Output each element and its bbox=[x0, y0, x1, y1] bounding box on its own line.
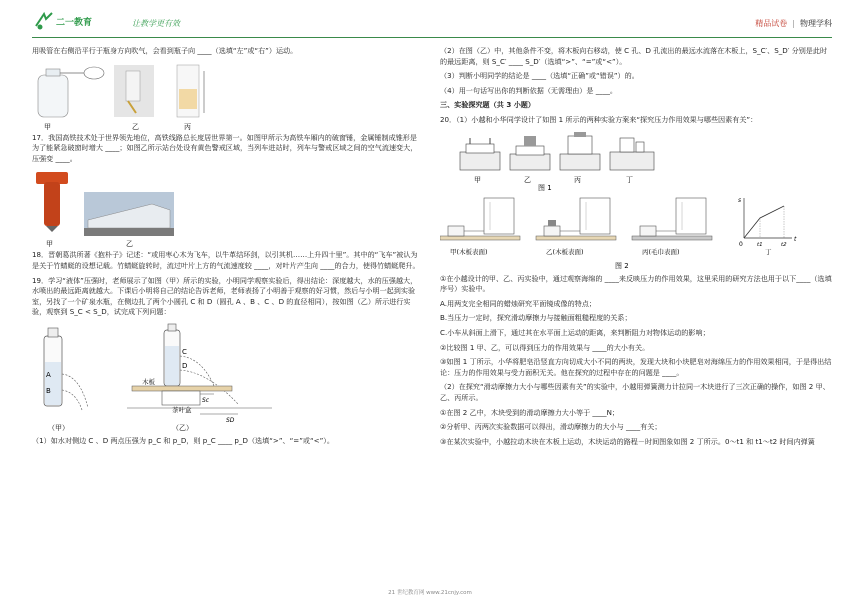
cap-yi: （乙） bbox=[172, 423, 193, 432]
q19-figures bbox=[32, 322, 420, 436]
q16-tail: 用吸管在右侧沿平行于瓶身方向吹气，会看到瓶子向 ____（选填“左”或“右”）运动。 bbox=[32, 46, 298, 55]
q19-3-text: （3）判断小明同学的结论是 ____（选填“正确”或“错误”）的。 bbox=[440, 71, 639, 81]
sd-label: SD bbox=[226, 416, 235, 424]
figure-1-svg bbox=[440, 130, 832, 192]
q20-c: ③如图 1 丁所示，小华将肥皂沿竖直方向切成大小不同的两块，发现大块和小块肥皂对海绵压力的作用效果相同，于是得出结论：压力的作用效果与受力面积无关。他在探究的过程中存在的问题是 ____。 bbox=[440, 357, 832, 377]
q19-2-text: （2）在图（乙）中，其他条件不变，将木板向右移动，使 C 孔、D 孔流出的最远水流落在木板上，S_C′、S_D′ 分别是此时的最远距离，则 S_C′ ____ S_D′（选填“>”、“=”或“<”）。 bbox=[440, 46, 828, 66]
q20-option-a: A.用两支完全相同的蜡烛研究平面镜成像的特点； bbox=[440, 298, 596, 308]
bottle-yi bbox=[127, 324, 272, 424]
logo-text: 二一教育 bbox=[56, 18, 92, 28]
header-divider bbox=[32, 37, 832, 38]
fig-label-jia: 甲 bbox=[44, 122, 51, 131]
q19-1-text: （1）如水对侧边 C 、D 两点压强为 p_C 和 p_D，则 p_C ____ p_D（选填“>”、“=”或“<”）。 bbox=[32, 435, 334, 445]
tea-box bbox=[162, 391, 200, 405]
fig1-label-jia: 甲 bbox=[474, 175, 481, 184]
q20-2c: ③在某次实验中，小越拉动木块在木板上运动，木块运动的路程－时间图象如图 2 丁所示。0～t1 和 t1～t2 时间内弹簧 bbox=[440, 436, 815, 446]
fig1-bing bbox=[560, 132, 600, 170]
fig1-label-yi: 乙 bbox=[524, 175, 531, 184]
sc-label: Sc bbox=[202, 396, 210, 404]
q18-text: 18．晋朝葛洪所著《抱朴子》记述：“或用枣心木为飞车，以牛革结环剑，以引其机……上升四十里”。其中的“飞车”被认为是关于竹蜻蜓的设想记载。竹蜻蜓旋转时，流过叶片上方的气流速度较 ____，对叶片产生向 ____的合力，使得竹蜻蜓爬升。 bbox=[32, 250, 420, 270]
q16-figure-svg bbox=[32, 61, 232, 133]
fig1-label-ding: 丁 bbox=[626, 175, 633, 184]
figure-2 bbox=[440, 192, 832, 274]
box-label: 茶叶盒 bbox=[172, 405, 192, 414]
axis-y-label: s bbox=[738, 196, 742, 204]
fig-label-train: 乙 bbox=[126, 240, 133, 249]
section-3-title: 三、实验探究题（共 3 小题） bbox=[440, 100, 535, 110]
logo-icon bbox=[32, 10, 92, 32]
photo-bing bbox=[177, 65, 204, 117]
fig2-label-ding: 丁 bbox=[765, 247, 772, 256]
left-column bbox=[32, 46, 420, 451]
q20-2: （2）在探究“滑动摩擦力大小与哪些因素有关”的实验中，小越用弹簧测力计拉同一木块进行了三次正确的操作，如图 2 甲、乙、丙所示。 bbox=[440, 382, 830, 402]
q19-text: 19．学习“液体”压强时，老师展示了如图（甲）所示的实验，小明同学观察实验后，得出结论：深度越大，水的压强越大，水喷出的最远距离就越大。下课后小明将自己的结论告诉老师，老师表扬了小明善于观察的好习惯，然后与小明一起到实验室，另找了一个矿泉水瓶，在侧边扎了两个小圆孔 C 和 D（圆孔 A 、B 、C 、D 的直径相同），按如图（乙）所示进行实验，观察到 S_C < S_D，试完成下列问题： bbox=[32, 275, 418, 317]
board-label: 木板 bbox=[142, 377, 155, 386]
q17-figure-svg bbox=[32, 168, 232, 250]
fig2-bing bbox=[632, 198, 712, 240]
axis-t2: t2 bbox=[781, 241, 787, 248]
q20-option-b: B.当压力一定时，探究滑动摩擦力与接触面粗糙程度的关系； bbox=[440, 313, 632, 323]
fig2-ding-graph bbox=[738, 197, 797, 248]
photo-yi bbox=[114, 65, 154, 117]
right-column bbox=[440, 46, 832, 451]
bottle-jia bbox=[44, 328, 88, 410]
header-separator: | bbox=[792, 19, 795, 28]
axis-t1: t1 bbox=[757, 241, 763, 248]
s-t-line bbox=[744, 206, 784, 238]
fig1-caption: 图 1 bbox=[538, 183, 552, 192]
fig-label-bing: 丙 bbox=[184, 122, 191, 131]
fig2-yi bbox=[536, 198, 616, 240]
q20-a: ①在小越设计的甲、乙、丙实验中，通过观察海绵的 ____来反映压力的作用效果，这里采用的研究方法也用于以下____（选填序号）实验中。 bbox=[440, 273, 832, 294]
axis-x-label: t bbox=[794, 235, 797, 243]
page-header bbox=[32, 10, 832, 36]
fig2-label-yi: 乙(木板表面) bbox=[546, 247, 584, 256]
bottle-figure bbox=[38, 67, 104, 117]
hole-b-label: B bbox=[46, 386, 51, 395]
fig1-ding bbox=[610, 138, 654, 170]
hole-c-label: C bbox=[182, 347, 187, 356]
wood-board bbox=[132, 386, 232, 391]
figure-1 bbox=[440, 130, 832, 192]
fig2-caption: 图 2 bbox=[615, 261, 629, 270]
q20-b: ②比较图 1 甲、乙，可以得到压力的作用效果与 ____的大小有关。 bbox=[440, 342, 650, 352]
figure-2-svg bbox=[440, 192, 832, 274]
q19-4-text: （4）用一句话写出你的判断依据（无需理由）是 ____。 bbox=[440, 85, 618, 95]
q20-option-c: C.小车从斜面上滑下，通过其在水平面上运动的距离，来判断阻力对物体运动的影响； bbox=[440, 327, 710, 337]
q20-2a: ①在图 2 乙中，木块受到的滑动摩擦力大小等于 ____N； bbox=[440, 407, 620, 417]
fig-label-yi: 乙 bbox=[132, 122, 139, 131]
fig1-label-bing: 丙 bbox=[574, 175, 581, 184]
fig1-jia bbox=[460, 138, 500, 170]
fig2-label-bing: 丙(毛巾表面) bbox=[642, 247, 680, 256]
axis-origin: 0 bbox=[739, 240, 743, 248]
q19-figure-svg bbox=[32, 322, 282, 436]
q16-figures bbox=[32, 61, 420, 133]
hole-a-label: A bbox=[46, 370, 51, 379]
fig2-jia bbox=[440, 198, 520, 240]
header-subject: 物理学科 bbox=[800, 19, 832, 28]
header-label: 精品试卷 bbox=[755, 19, 788, 28]
hole-d-label: D bbox=[182, 361, 188, 370]
fig-label-hammer: 甲 bbox=[46, 240, 53, 249]
page-footer: 21 世纪教育网 www.21cnjy.com bbox=[388, 590, 472, 596]
q20-2b: ②分析甲、丙两次实验数据可以得出，滑动摩擦力的大小与 ____有关； bbox=[440, 422, 662, 432]
q20-intro: 20．（1）小越和小华同学设计了如图 1 所示的两种实验方案来“探究压力作用效果与哪些因素有关”： bbox=[440, 114, 758, 124]
hammer-photo bbox=[36, 172, 68, 232]
cap-jia: （甲） bbox=[48, 423, 69, 432]
q17-figures bbox=[32, 168, 420, 250]
fig1-yi bbox=[510, 136, 550, 170]
train-photo bbox=[84, 192, 174, 236]
fig2-label-jia: 甲(木板表面) bbox=[450, 247, 488, 256]
q17-text: 17．我国高铁技术处于世界领先地位，高铁线路总长度居世界第一。如图甲所示为高铁车厢内的破窗锤，金属锤制成锥形是为了能紧急破窗时增大 ____；如图乙所示站台处设有黄色警戒区域，当列车进站时，列车与警戒区域之间的空气流速变大，压强变 ____。 bbox=[32, 132, 418, 163]
header-right bbox=[755, 18, 832, 29]
header-slogan: 让教学更有效 bbox=[132, 19, 180, 28]
